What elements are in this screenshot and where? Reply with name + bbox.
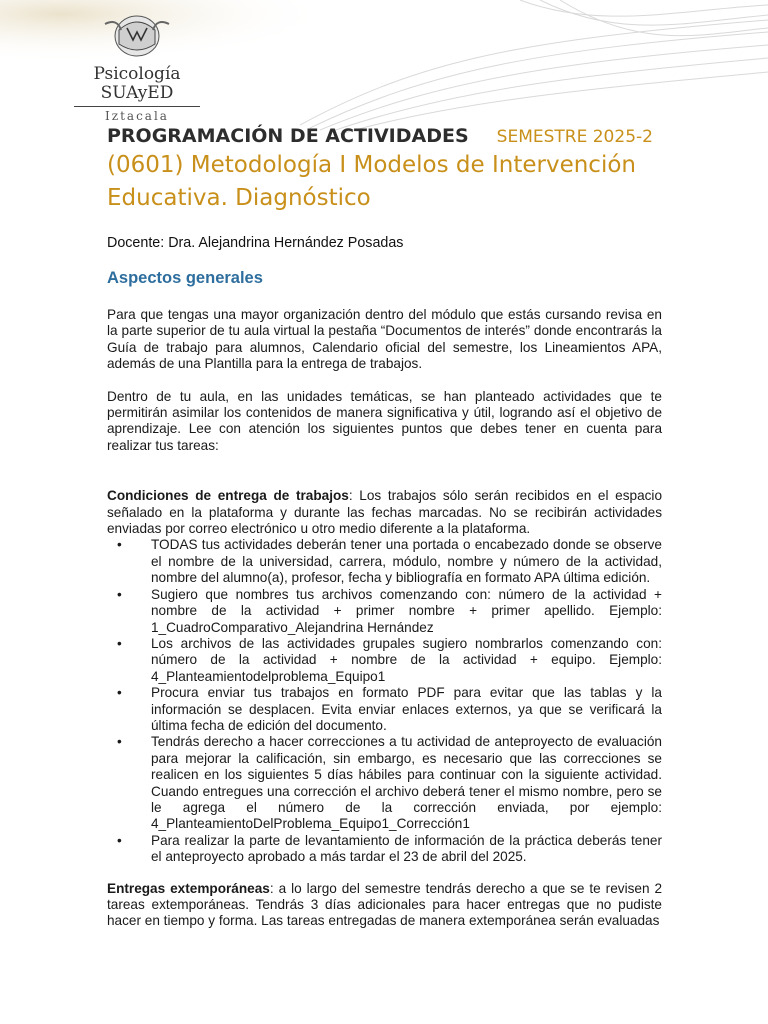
list-item	[107, 685, 662, 734]
bullet-icon: •	[117, 685, 122, 701]
logo-iztacala: Iztacala	[105, 109, 169, 123]
paragraph-intro: Para que tengas una mayor organización dentro del módulo que estás cursando revisa en la parte superior de tu aula virtual la pestaña “Documentos de interés” donde encontrarás la Guía de trabajo para alumnos, Calendario oficial del semestre, los Lineamientos APA, además de una Plantilla para la entrega de trabajos.	[107, 307, 662, 372]
list-item	[107, 537, 662, 586]
delivery-conditions-text: : Los trabajos sólo serán recibidos en el espacio señalado en la plataforma y durante las fechas marcadas. No se recibirán actividades enviadas por correo electrónico u otro medio diferente a la plataforma.	[107, 488, 663, 537]
unam-seal-icon	[97, 10, 177, 58]
list-item-text: Sugiero que nombres tus archivos comenzando con: número de la actividad + nombre de la actividad + primer nombre + primer apellido. Ejemplo: 1_CuadroComparativo_Alejandrina Hernández	[151, 586, 662, 635]
bullet-icon: •	[117, 537, 122, 553]
list-item	[107, 587, 662, 636]
list-item-text: Tendrás derecho a hacer correcciones a tu actividad de anteproyecto de evaluación para mejorar la calificación, sin embargo, es necesario que las correcciones se realicen en los siguientes 5 días hábiles para continuar con la siguiente actividad. Cuando entregues una corrección el archivo deberá tener el mismo nombre, pero se le agrega el número de la corrección enviada, por ejemplo: 4_PlanteamientoDelProblema_Equipo1_Corrección1	[151, 734, 662, 832]
document-body	[107, 125, 662, 930]
list-item-text: TODAS tus actividades deberán tener una portada o encabezado donde se observe el nombre de la universidad, carrera, módulo, nombre y número de la actividad, nombre del alumno(a), profesor, fecha y bibliografía en formato APA última edición.	[151, 537, 662, 586]
teacher-name: Docente: Dra. Alejandrina Hernández Posadas	[107, 235, 404, 251]
title-row	[107, 125, 662, 147]
list-item-text: Los archivos de las actividades grupales sugiero nombrarlos comenzando con: número de la actividad + nombre de la actividad + equipo. Ejemplo: 4_Planteamientodelproblema_Equipo1	[151, 635, 662, 684]
section-heading: Aspectos generales	[107, 269, 263, 287]
list-item	[107, 734, 662, 832]
psicologia-suayed-logo	[70, 10, 204, 123]
bullet-icon: •	[117, 734, 122, 750]
logo-psicologia: Psicología	[93, 64, 181, 84]
late-submissions-label: Entregas extemporáneas	[107, 880, 270, 896]
logo-divider	[74, 106, 200, 107]
list-item-text: Procura enviar tus trabajos en formato PDF para evitar que las tablas y la información se desplacen. Evita enviar enlaces externos, ya que se verificará la última fecha de edición del documento.	[151, 685, 662, 733]
logo-suayed: SUAyED	[100, 83, 174, 103]
bullet-icon: •	[117, 832, 122, 848]
paragraph-late-submissions	[107, 881, 662, 930]
delivery-conditions-label: Condiciones de entrega de trabajos	[107, 488, 349, 504]
bullet-icon: •	[117, 586, 122, 602]
bullet-icon: •	[117, 635, 122, 651]
conditions-list	[107, 537, 662, 865]
page-title: PROGRAMACIÓN DE ACTIVIDADES	[107, 125, 469, 147]
list-item	[107, 833, 662, 866]
paragraph-activities: Dentro de tu aula, en las unidades temáticas, se han planteado actividades que te permitirán asimilar los contenidos de manera significativa y útil, logrando así el objetivo de aprendizaje. Lee con atención los siguientes puntos que debes tener en cuenta para realizar tus tareas:	[107, 388, 662, 453]
late-submissions-text: : a lo largo del semestre tendrás derecho a que se te revisen 2 tareas extemporáneas. Tendrás 3 días adicionales para hacer entregas que no pudiste hacer en tiempo y forma. Las tareas entregadas de manera extemporánea serán evaluadas	[107, 880, 663, 929]
course-title: (0601) Metodología I Modelos de Intervención Educativa. Diagnóstico	[107, 152, 636, 211]
paragraph-delivery-conditions	[107, 488, 662, 537]
list-item	[107, 636, 662, 685]
list-item-text: Para realizar la parte de levantamiento de información de la práctica deberás tener el anteproyecto aprobado a más tardar el 23 de abril del 2025.	[151, 832, 662, 865]
semester-label: SEMESTRE 2025-2	[496, 127, 653, 147]
